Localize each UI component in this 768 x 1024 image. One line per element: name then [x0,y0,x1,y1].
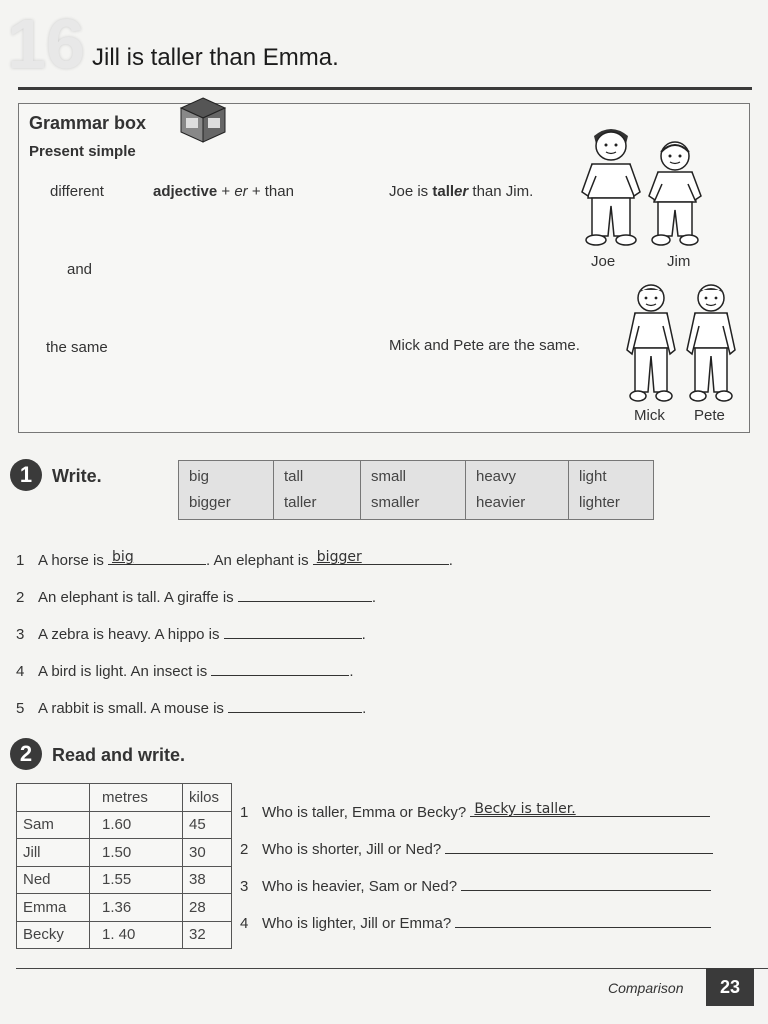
item-number: 4 [16,663,25,680]
exercise-1-item-1 [16,548,453,569]
item-text: A zebra is heavy. A hippo is [38,626,224,643]
cell-kilos: 28 [183,894,232,922]
height-weight-table [16,783,232,949]
word-base: tall [284,468,304,485]
question-number: 1 [240,804,249,821]
table-row [17,839,232,867]
handwritten-answer: big [112,549,134,565]
item-number: 1 [16,552,25,569]
exercise-2-title: Read and write. [52,745,186,765]
cell-metres: 1. 40 [90,921,183,949]
name-mick: Mick [634,407,665,424]
exercise-2-question-4 [240,911,711,932]
footer-divider [16,968,768,969]
question-number: 4 [240,915,249,932]
answer-blank[interactable] [461,874,711,891]
grammar-rule-plus: + [217,183,235,200]
unit-number-badge: 16 [7,5,85,83]
grammar-label-same: the same [46,339,108,356]
cell-metres: 1.55 [90,866,183,894]
name-jim: Jim [667,253,691,270]
grammar-cube-icon [178,96,228,144]
question-number: 2 [240,841,249,858]
question-number: 3 [240,878,249,895]
exercise-1-item-3 [16,622,366,643]
cell-name: Sam [17,811,90,839]
item-text: A bird is light. An insect is [38,663,212,680]
answer-blank[interactable] [455,911,711,928]
handwritten-answer: bigger [316,549,362,565]
cell-metres: 1.60 [90,811,183,839]
exercise-1-item-5 [16,696,366,717]
word-base: light [579,468,607,485]
word-comparative: smaller [371,494,420,511]
cell-name: Jill [17,839,90,867]
exercise-1-item-2 [16,585,376,606]
item-number: 3 [16,626,25,643]
grammar-example-mick-pete: Mick and Pete are the same. [389,337,580,354]
grammar-label-and: and [67,261,93,278]
item-end: . [362,700,367,717]
item-end: . [448,552,453,569]
question-text: Who is heavier, Sam or Ned? [262,878,458,895]
cell-name: Becky [17,921,90,949]
table-header: metres [90,784,183,812]
question-text: Who is taller, Emma or Becky? [262,804,467,821]
name-joe: Joe [591,253,616,270]
footer-topic-label: Comparison [608,980,684,996]
header-divider [18,87,752,90]
table-header-row [17,784,232,812]
cell-metres: 1.36 [90,894,183,922]
item-end: . [361,626,366,643]
answer-blank[interactable] [238,585,372,602]
grammar-label-different: different [50,183,104,200]
grammar-example-joe [389,183,533,200]
answer-blank[interactable] [445,837,713,854]
item-text: . An elephant is [206,552,313,569]
table-header [17,784,90,812]
answer-blank-1[interactable] [108,548,206,565]
table-row [17,811,232,839]
item-text: A rabbit is small. A mouse is [38,700,229,717]
comparative-word-table [178,460,654,520]
word-cell [361,461,466,520]
exercise-2-question-1 [240,800,710,821]
table-row [17,921,232,949]
item-text: An elephant is tall. A giraffe is [38,589,238,606]
item-end: . [371,589,377,606]
item-number: 5 [16,700,25,717]
boy-jim-illustration [646,138,704,248]
grammar-box-title: Grammar box [29,113,147,133]
item-end: . [349,663,354,680]
cell-name: Ned [17,866,90,894]
exercise-1-item-4 [16,659,354,680]
grammar-rule-than: + than [247,183,294,200]
word-cell [274,461,361,520]
boy-pete-illustration [684,282,738,406]
page-number: 23 [706,968,754,1006]
exercise-1-badge: 1 [10,459,42,491]
exercise-2-question-3 [240,874,711,895]
grammar-box-subtitle: Present simple [29,143,136,160]
exercise-1-title: Write. [52,466,102,486]
grammar-rule-er: er [234,183,248,200]
word-cell [179,461,274,520]
question-text: Who is lighter, Jill or Emma? [262,915,452,932]
boy-mick-illustration [624,282,678,406]
exercise-2-badge: 2 [10,738,42,770]
cell-kilos: 38 [183,866,232,894]
word-comparative: taller [284,494,317,511]
cell-name: Emma [17,894,90,922]
example-tall: tall [432,183,455,200]
example-prefix: Joe is [389,183,433,200]
word-base: big [189,468,210,485]
example-er: er [454,183,469,200]
example-suffix: than Jim. [468,183,534,200]
grammar-rule-adjective: adjective [153,183,218,200]
answer-blank[interactable] [211,659,349,676]
table-row [17,866,232,894]
word-comparative: heavier [476,494,526,511]
cell-kilos: 30 [183,839,232,867]
boy-joe-illustration [578,124,644,248]
cell-kilos: 45 [183,811,232,839]
answer-blank[interactable] [470,800,710,817]
grammar-rule [153,183,294,200]
word-base: heavy [476,468,517,485]
word-base: small [371,468,407,485]
handwritten-answer: Becky is taller. [474,801,576,817]
answer-blank-2[interactable] [313,548,449,565]
item-text: A horse is [38,552,109,569]
answer-blank[interactable] [224,622,362,639]
word-comparative: bigger [189,494,231,511]
word-cell [569,461,654,520]
answer-blank[interactable] [228,696,362,713]
exercise-2-question-2 [240,837,713,858]
word-cell [466,461,569,520]
item-number: 2 [16,589,25,606]
cell-metres: 1.50 [90,839,183,867]
table-row [17,894,232,922]
question-text: Who is shorter, Jill or Ned? [262,841,442,858]
cell-kilos: 32 [183,921,232,949]
table-header: kilos [183,784,232,812]
word-comparative: lighter [579,494,620,511]
unit-title: Jill is taller than Emma. [92,44,339,71]
name-pete: Pete [694,407,725,424]
